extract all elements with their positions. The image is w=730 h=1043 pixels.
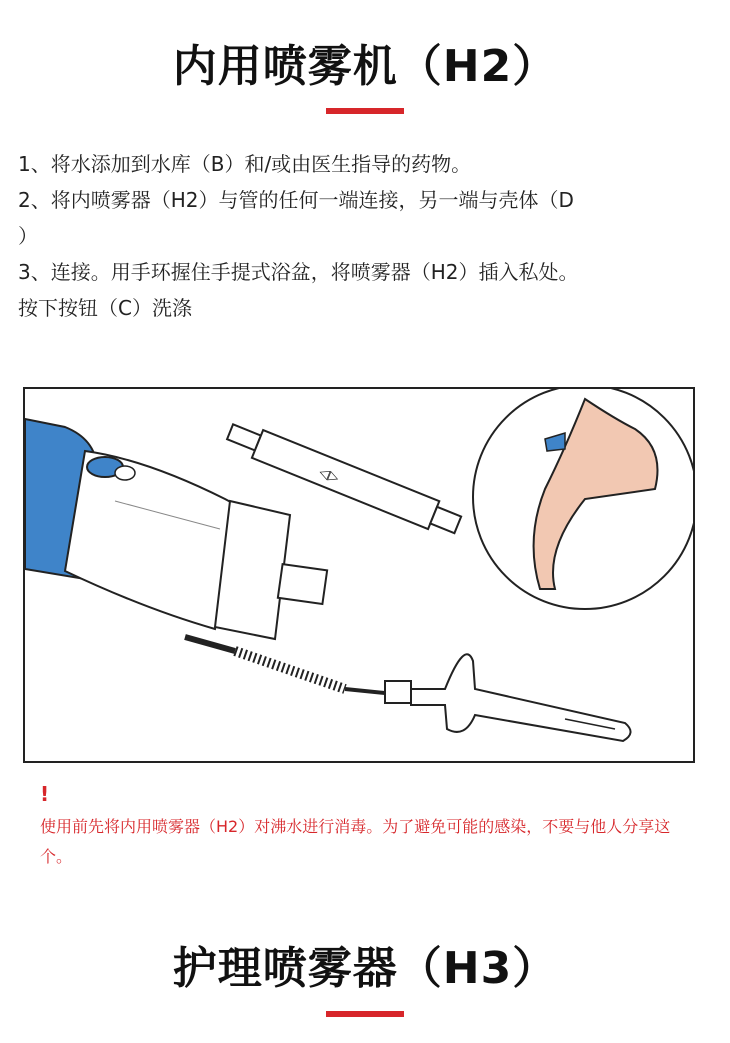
title-underline-2 [326,1011,404,1017]
step-2: 2、将内喷雾器（H2）与管的任何一端连接，另一端与壳体（D [18,188,574,212]
step-3: 3、连接。用手环握住手提式浴盆，将喷雾器（H2）插入私处。 [18,260,579,284]
instruction-steps [18,146,718,326]
step-2-continued: ） [18,224,38,248]
step-3-continued: 按下按钮（C）洗涤 [18,296,192,320]
assembly-illustration [23,387,695,763]
title-underline [326,108,404,114]
warning-text: 使用前先将内用喷雾器（H2）对沸水进行消毒。为了避免可能的感染，不要与他人分享这个。 [40,817,671,866]
section-title-h2: 内用喷雾机（H2） [172,41,558,92]
nozzle-h2 [411,654,631,741]
warning-icon: ! [40,782,50,806]
step-1: 1、将水添加到水库（B）和/或由医生指导的药物。 [18,152,472,176]
tube-direction-marks: ◁▷ [316,464,341,487]
illustration-drawing [25,389,693,761]
section-title-h3: 护理喷雾器（H3） [172,943,558,994]
device-housing [65,451,240,629]
